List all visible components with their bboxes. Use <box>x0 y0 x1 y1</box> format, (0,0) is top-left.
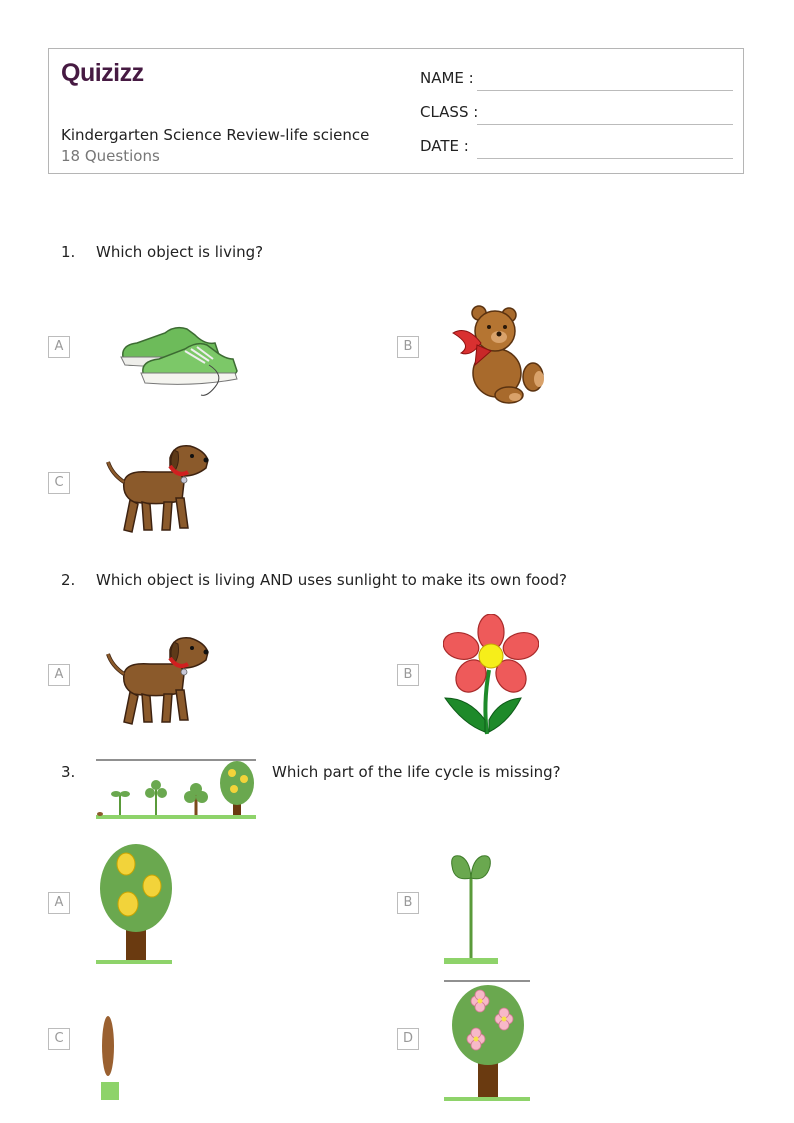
dog-image[interactable] <box>104 634 210 728</box>
flowering-tree-image[interactable] <box>444 979 532 1103</box>
question-3-number: 3. <box>61 763 76 781</box>
quizizz-logo <box>61 59 151 87</box>
q2-option-b-box[interactable]: B <box>397 664 419 686</box>
seed-image[interactable] <box>99 1012 123 1102</box>
question-count: 18 Questions <box>61 147 160 165</box>
q1-option-c-box[interactable]: C <box>48 472 70 494</box>
q3-option-b-box[interactable]: B <box>397 892 419 914</box>
sprout-image[interactable] <box>444 846 500 966</box>
flower-image[interactable] <box>443 614 539 738</box>
q3-option-a-box[interactable]: A <box>48 892 70 914</box>
worksheet-title: Kindergarten Science Review-life science <box>61 126 370 144</box>
q3-option-c-box[interactable]: C <box>48 1028 70 1050</box>
sneakers-image[interactable] <box>115 305 240 400</box>
q1-option-a-box[interactable]: A <box>48 336 70 358</box>
name-field[interactable] <box>477 89 733 91</box>
life-cycle-image <box>96 759 256 821</box>
date-field[interactable] <box>477 157 733 159</box>
name-label: NAME : <box>420 69 474 87</box>
q1-option-b-box[interactable]: B <box>397 336 419 358</box>
class-field[interactable] <box>477 123 733 125</box>
dog-image[interactable] <box>104 442 210 536</box>
question-3-text: Which part of the life cycle is missing? <box>272 763 561 781</box>
class-label: CLASS : <box>420 103 479 121</box>
question-2-number: 2. <box>61 571 76 589</box>
fruit-tree-image[interactable] <box>96 842 174 966</box>
date-label: DATE : <box>420 137 469 155</box>
teddy-bear-image[interactable] <box>447 305 547 405</box>
question-2-text: Which object is living AND uses sunlight to make its own food? <box>96 571 567 589</box>
q3-option-d-box[interactable]: D <box>397 1028 419 1050</box>
q2-option-a-box[interactable]: A <box>48 664 70 686</box>
question-1-text: Which object is living? <box>96 243 264 261</box>
svg-text:Quizizz: Quizizz <box>61 59 144 87</box>
question-1-number: 1. <box>61 243 76 261</box>
worksheet-header <box>48 48 744 174</box>
